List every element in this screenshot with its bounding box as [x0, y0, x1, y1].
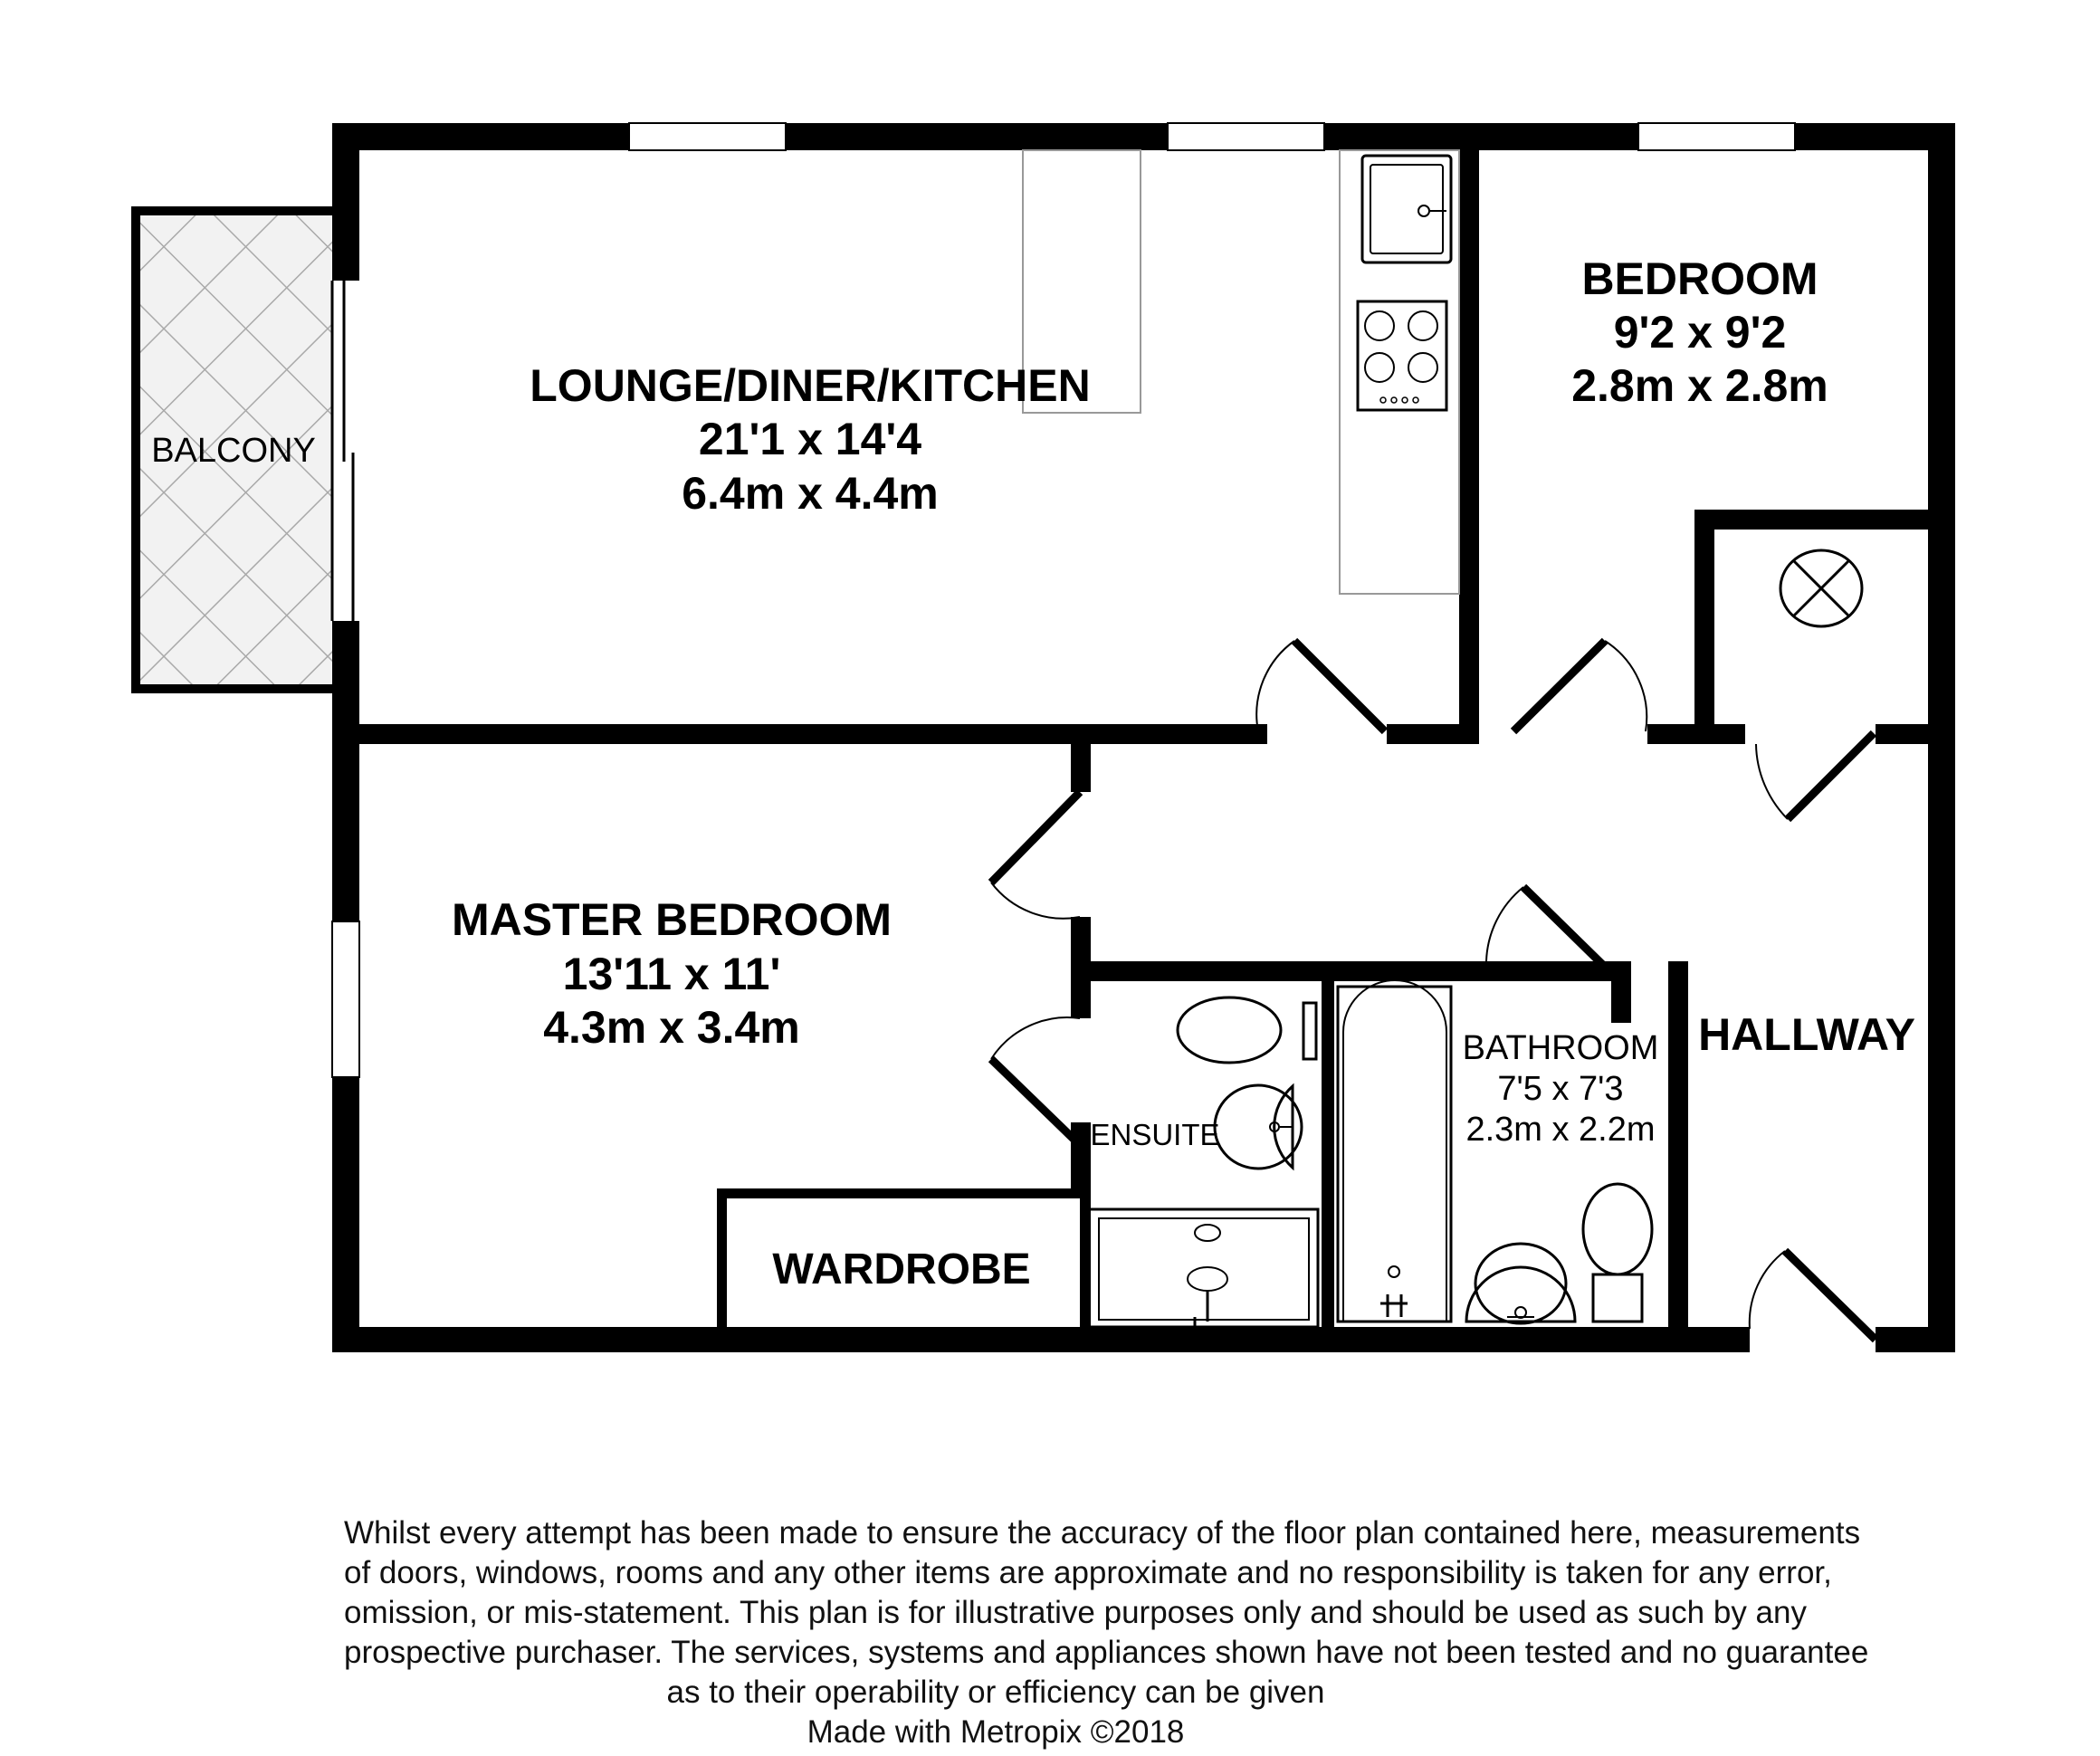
- bathroom-label: [1463, 1029, 1659, 1149]
- credit-line: Made with Metropix ©2018: [807, 1714, 1185, 1750]
- disclaimer-line: Whilst every attempt has been made to ensure the accuracy of the floor plan contained here, measurements: [344, 1515, 1861, 1551]
- bedroom-label: [1571, 253, 1828, 411]
- balcony: [136, 211, 333, 689]
- bathroom-metric: 2.3m x 2.2m: [1465, 1111, 1656, 1149]
- balcony-door: [332, 281, 353, 621]
- toilet-icon: [1178, 997, 1316, 1063]
- bath-basin-icon: [1466, 1244, 1575, 1323]
- balcony-label: BALCONY: [151, 432, 316, 470]
- bedroom-metric: 2.8m x 2.8m: [1571, 360, 1828, 411]
- disclaimer-line: of doors, windows, rooms and any other items are approximate and no responsibility is taken for any error,: [344, 1555, 1832, 1590]
- disclaimer-line: as to their operability or efficiency can be given: [666, 1675, 1325, 1710]
- master-bedroom-imperial: 13'11 x 11': [562, 949, 781, 999]
- bath-toilet-icon: [1583, 1184, 1652, 1322]
- sink-icon: [1362, 156, 1451, 262]
- ensuite-label: ENSUITE: [1090, 1118, 1220, 1151]
- bedroom-name: BEDROOM: [1581, 253, 1818, 304]
- lounge-metric: 6.4m x 4.4m: [682, 468, 939, 519]
- bedroom-imperial: 9'2 x 9'2: [1613, 307, 1787, 358]
- boiler-icon: [1780, 550, 1862, 626]
- lounge-name: LOUNGE/DINER/KITCHEN: [530, 360, 1091, 411]
- hallway-label: HALLWAY: [1698, 1009, 1915, 1060]
- shower-tray-icon: [1089, 1209, 1318, 1327]
- master-bedroom-name: MASTER BEDROOM: [451, 894, 892, 945]
- disclaimer-line: prospective purchaser. The services, systems and appliances shown have not been tested and no guarantee: [344, 1635, 1869, 1670]
- wardrobe-label: WARDROBE: [772, 1245, 1031, 1293]
- disclaimer-line: omission, or mis-statement. This plan is for illustrative purposes only and should be used as such by any: [344, 1595, 1807, 1630]
- bathroom-name: BATHROOM: [1462, 1029, 1659, 1067]
- doors: [991, 641, 1876, 1340]
- lounge-imperial: 21'1 x 14'4: [698, 414, 922, 464]
- hob-icon: [1358, 301, 1446, 410]
- master-bedroom-metric: 4.3m x 3.4m: [543, 1002, 800, 1053]
- disclaimer: [344, 1513, 1869, 1752]
- master-bedroom-label: [452, 894, 892, 1053]
- bathroom-imperial: 7'5 x 7'3: [1497, 1070, 1624, 1108]
- bath-icon: [1338, 980, 1451, 1322]
- lounge-label: [530, 360, 1090, 519]
- basin-icon: [1215, 1085, 1302, 1169]
- ensuite-fixtures: [1089, 997, 1318, 1327]
